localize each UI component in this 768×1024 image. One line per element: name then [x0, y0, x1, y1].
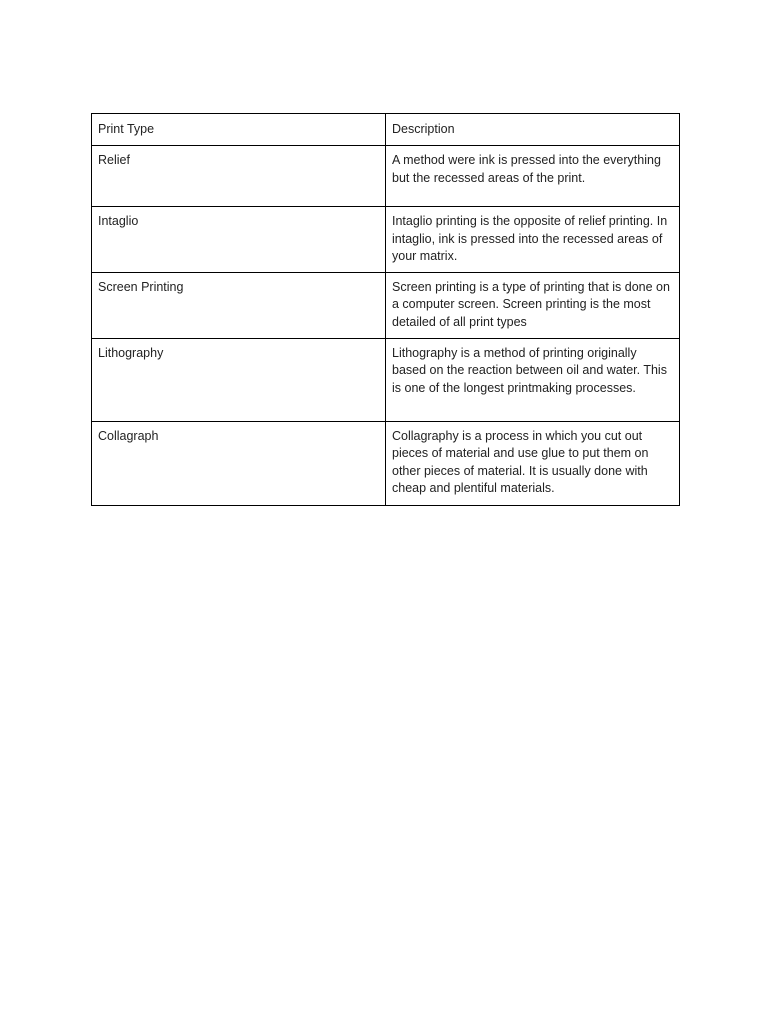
- print-type-cell: Intaglio: [92, 207, 386, 273]
- print-type-cell: Collagraph: [92, 422, 386, 506]
- table-row: [92, 339, 680, 422]
- table-row: [92, 207, 680, 273]
- table-body: [92, 146, 680, 506]
- header-print-type: Print Type: [92, 114, 386, 146]
- table-header: [92, 114, 680, 146]
- print-type-cell: Lithography: [92, 339, 386, 422]
- description-cell: Lithography is a method of printing originally based on the reaction between oil and water. This is one of the longest printmaking processes.: [386, 339, 680, 422]
- print-types-table: [91, 113, 680, 506]
- description-cell: Intaglio printing is the opposite of relief printing. In intaglio, ink is pressed into the recessed areas of your matrix.: [386, 207, 680, 273]
- header-row: [92, 114, 680, 146]
- table-row: [92, 422, 680, 506]
- print-type-cell: Screen Printing: [92, 273, 386, 339]
- description-cell: Collagraphy is a process in which you cut out pieces of material and use glue to put them on other pieces of material. It is usually done with cheap and plentiful materials.: [386, 422, 680, 506]
- print-type-cell: Relief: [92, 146, 386, 207]
- table-row: [92, 146, 680, 207]
- table-row: [92, 273, 680, 339]
- description-cell: A method were ink is pressed into the everything but the recessed areas of the print.: [386, 146, 680, 207]
- description-cell: Screen printing is a type of printing that is done on a computer screen. Screen printing is the most detailed of all print types: [386, 273, 680, 339]
- header-description: Description: [386, 114, 680, 146]
